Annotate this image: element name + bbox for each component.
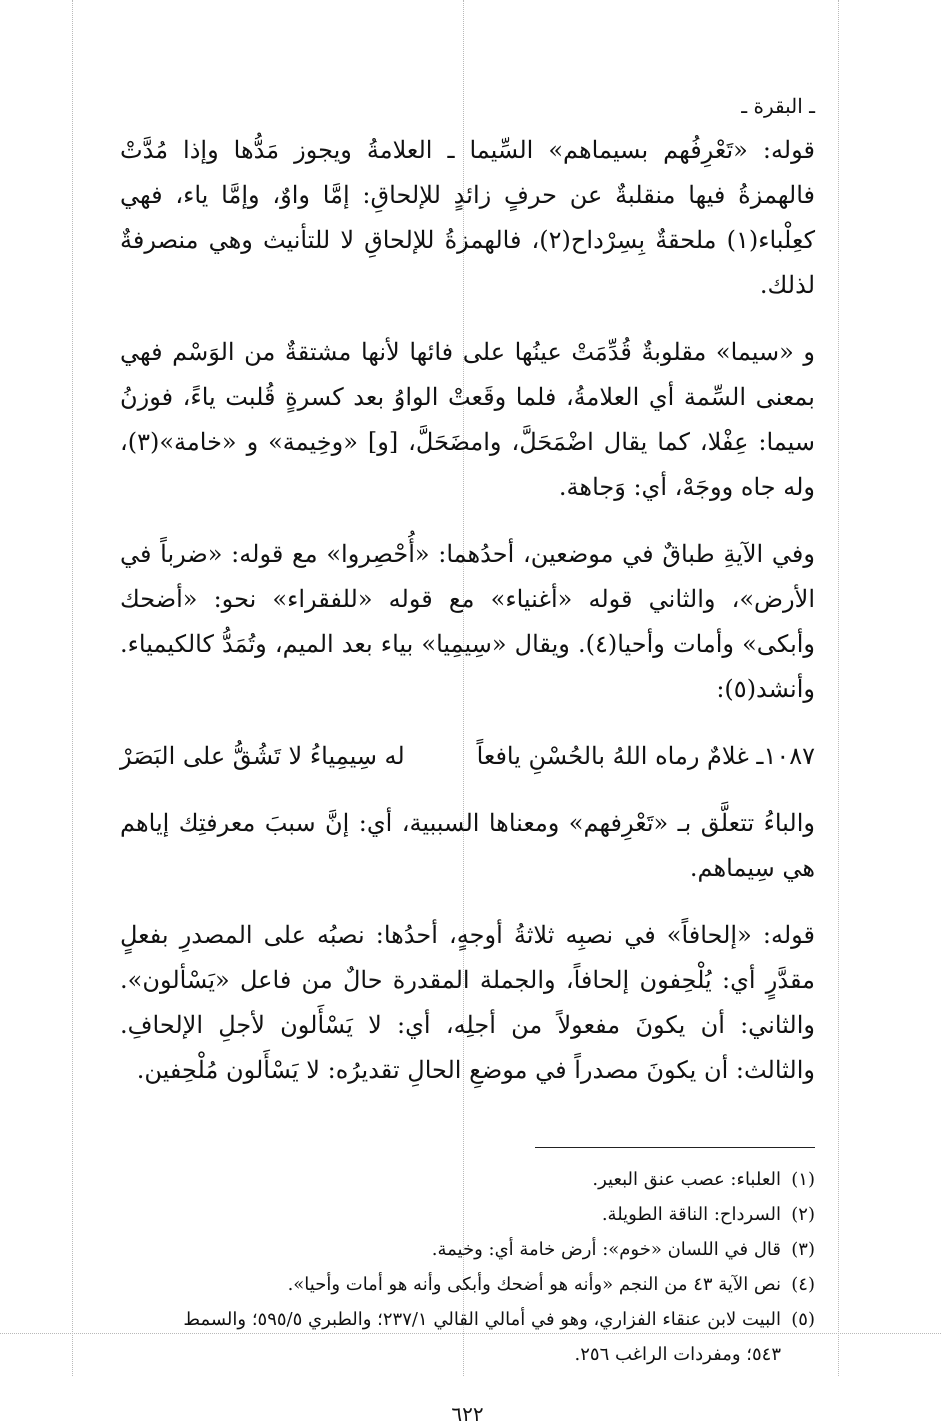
scan-guide-line [838, 0, 839, 1376]
page-number: ٦٢٢ [451, 1402, 484, 1426]
paragraph-3: وفي الآيةِ طباقٌ في موضعين، أحدُهما: «أُحْصِروا» مع قوله: «ضرباً في الأرض»، والثاني قوله «أغنياء» مع قوله «للفقراء» نحو: «أضحك وأبكى» وأمات وأحيا(٤). ويقال «سِيمِيا» بياء بعد الميم، وتُمَدُّ كالكيمياء. وأنشد(٥): [120, 540, 816, 703]
footnote-2 [120, 1197, 815, 1232]
scan-guide-line [72, 0, 73, 1376]
running-header: ـ البقرة ـ [741, 94, 815, 118]
footnote-text: قال في اللسان «خوم»: أرض خامة أي: وخيمة. [431, 1239, 781, 1260]
footnote-3 [120, 1232, 815, 1267]
document-page [120, 88, 815, 1426]
paragraph-2: و «سيما» مقلوبةٌ قُدِّمَتْ عينُها على فائها لأنها مشتقةٌ من الوَسْم فهي بمعنى السِّمة أي العلامةُ، فلما وقَعتْ الواوُ بعد كسرةٍ قُلبت ياءً، فوزنُ سيما: عِفْلا، كما يقال اضْمَحَلَّ، وامضَحَلَّ، [و] «وخِيمة» و «خامة»(٣)، وله جاه ووجَهْ، أي: وَجاهة. [120, 338, 815, 501]
paragraph-1: قوله: «تَعْرِفُهم بسيماهم» السِّيما ـ العلامةُ ويجوز مَدُّها وإذا مُدَّتْ فالهمزةُ فيها منقلبةٌ عن حرفٍ زائدٍ للإلحاقِ: إمَّا واوٌ، وإمَّا ياء، فهي كعِلْباء(١) ملحقةٌ بِسِرْداح(٢)، فالهمزةُ للإلحاقِ لا للتأنيث وهي منصرفةٌ لذلك. [120, 136, 815, 299]
footnote-text: نص الآية ٤٣ من النجم «وأنه هو أضحك وأبكى وأنه هو أمات وأحيا». [287, 1274, 781, 1295]
footnote-1 [120, 1162, 815, 1197]
footnote-number: (٢) [791, 1204, 815, 1225]
footnote-number: (١) [791, 1169, 815, 1190]
footnote-5 [120, 1302, 815, 1337]
verse-first-text: غلامٌ رماه اللهُ بالحُسْنِ يافعاً [476, 742, 749, 770]
paragraph-last: قوله: «إلحافاً» في نصبِه ثلاثةُ أوجهٍ، أحدُها: نصبُه على المصدرِ بفعلٍ مقدَّرٍ أي: يُلْحِفون إلحافاً، والجملة المقدرة حالٌ من فاعل «يَسْألون». والثاني: أن يكونَ مفعولاً من أجلِه، أي: لا يَسْأَلون لأجلِ الإلحافِ. والثالث: أن يكونَ مصدراً في موضعِ الحالِ تقديرُه: لا يَسْأَلون مُلْحِفين. [120, 921, 815, 1084]
paragraph-after-verse: والباءُ تتعلَّق بـ «تَعْرِفهم» ومعناها السببية، أي: إنَّ سببَ معرفتِك إياهم هي سِيماهم. [120, 809, 815, 882]
verse-first-hemistich [477, 734, 815, 779]
footnote-number: (٥) [791, 1309, 815, 1330]
verse-number: ١٠٨٧ـ [756, 742, 815, 770]
footnote-4 [120, 1267, 815, 1302]
verse-second-hemistich: له سِيمِياءُ لا تَشُقُّ على البَصَرْ [120, 742, 405, 770]
footnote-text: البيت لابن عنقاء الفزاري، وهو في أمالي القالي ٢٣٧/١؛ والطبري ٥٩٥/٥؛ والسمط [183, 1309, 781, 1330]
footnotes [120, 1162, 815, 1372]
footnote-5-continuation: ٥٤٣؛ ومفردات الراغب ٢٥٦. [574, 1344, 781, 1365]
footnote-text: السرداح: الناقة الطويلة. [601, 1204, 781, 1225]
footnote-number: (٤) [791, 1274, 815, 1295]
poetry-verse [120, 734, 815, 779]
footnote-number: (٣) [791, 1239, 815, 1260]
footnote-text: العلباء: عصب عنق البعير. [592, 1169, 781, 1190]
footnote-separator [535, 1147, 815, 1148]
